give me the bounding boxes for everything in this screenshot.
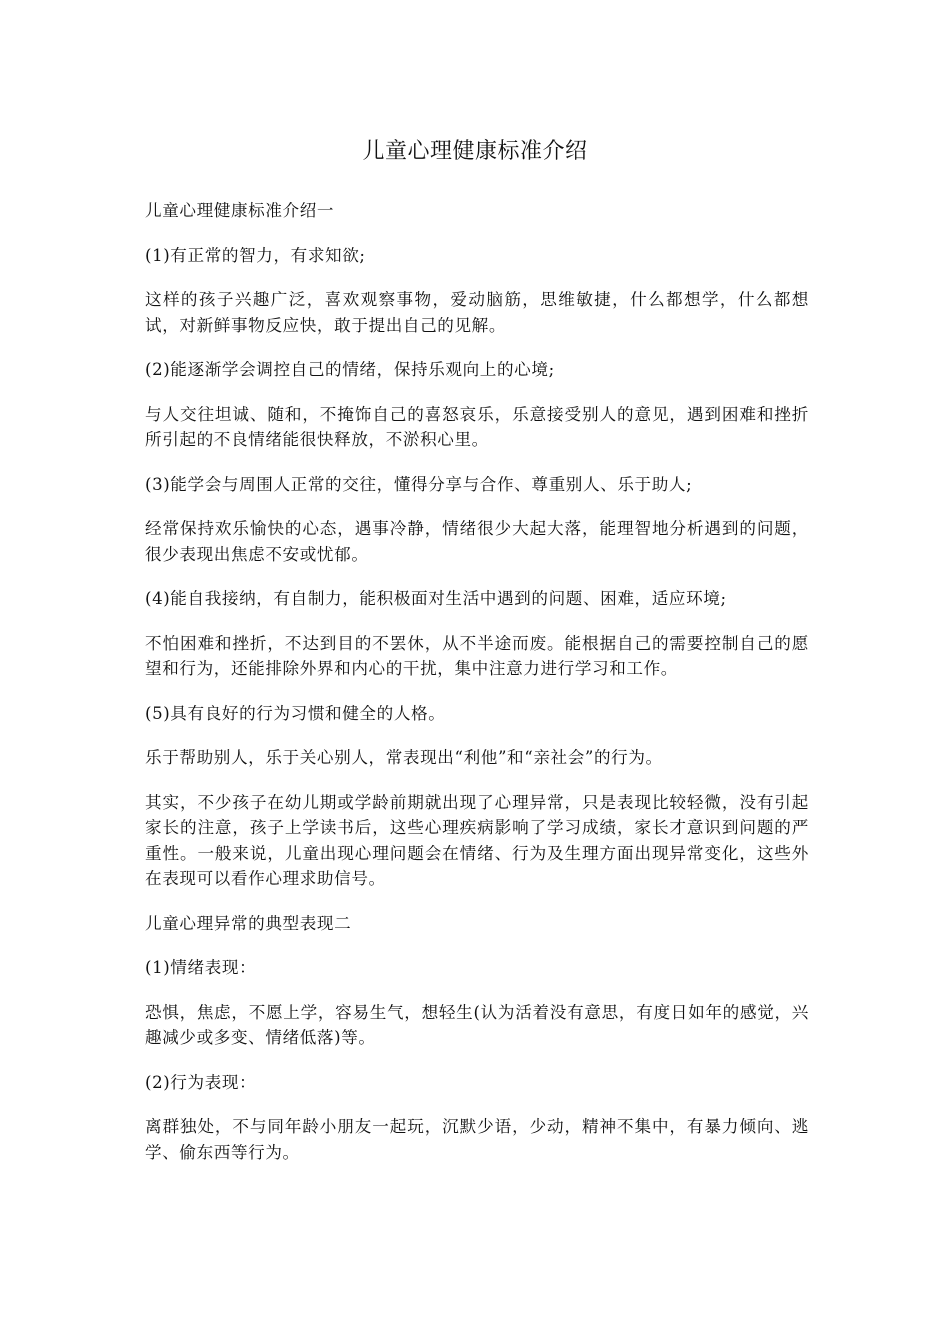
criterion-5-detail: 乐于帮助别人，乐于关心别人，常表现出“利他”和“亲社会”的行为。	[145, 748, 663, 767]
document-body	[145, 198, 809, 1184]
section-heading-1: 儿童心理健康标准介绍一	[145, 201, 335, 220]
criterion-3-detail: 经常保持欢乐愉快的心态，遇事冷静，情绪很少大起大落，能理智地分析遇到的问题，很少表现出焦虑不安或忧郁。	[145, 519, 809, 564]
symptom-1-detail: 恐惧，焦虑，不愿上学，容易生气，想轻生(认为活着没有意思，有度日如年的感觉，兴趣减少或多变、情绪低落)等。	[145, 1002, 809, 1047]
criterion-2: (2)能逐渐学会调控自己的情绪，保持乐观向上的心境;	[145, 360, 555, 379]
criterion-1-detail: 这样的孩子兴趣广泛，喜欢观察事物，爱动脑筋，思维敏捷，什么都想学，什么都想试，对新鲜事物反应快，敢于提出自己的见解。	[145, 290, 809, 335]
document-title: 儿童心理健康标准介绍	[362, 139, 588, 164]
symptom-2: (2)行为表现：	[145, 1072, 257, 1092]
section-heading-2: 儿童心理异常的典型表现二	[145, 913, 352, 933]
criterion-1: (1)有正常的智力，有求知欲;	[145, 245, 366, 265]
criterion-2-detail: 与人交往坦诚、随和，不掩饰自己的喜怒哀乐，乐意接受别人的意见，遇到困难和挫折所引起的不良情绪能很快释放，不淤积心里。	[145, 404, 809, 449]
criterion-4: (4)能自我接纳，有自制力，能积极面对生活中遇到的问题、困难，适应环境;	[145, 589, 727, 608]
symptom-1: (1)情绪表现：	[145, 958, 257, 977]
summary-paragraph: 其实，不少孩子在幼儿期或学龄前期就出现了心理异常，只是表现比较轻微，没有引起家长的注意，孩子上学读书后，这些心理疾病影响了学习成绩，家长才意识到问题的严重性。一般来说，儿童出现心理问题会在情绪、行为及生理方面出现异常变化，这些外在表现可以看作心理求助信号。	[145, 792, 809, 888]
criterion-4-detail: 不怕困难和挫折，不达到目的不罢休，从不半途而废。能根据自己的需要控制自己的愿望和行为，还能排除外界和内心的干扰，集中注意力进行学习和工作。	[145, 633, 809, 678]
criterion-3: (3)能学会与周围人正常的交往，懂得分享与合作、尊重别人、乐于助人;	[145, 474, 693, 494]
criterion-5: (5)具有良好的行为习惯和健全的人格。	[145, 703, 446, 723]
symptom-2-detail: 离群独处，不与同年龄小朋友一起玩，沉默少语，少动，精神不集中，有暴力倾向、逃学、偷东西等行为。	[145, 1117, 809, 1162]
